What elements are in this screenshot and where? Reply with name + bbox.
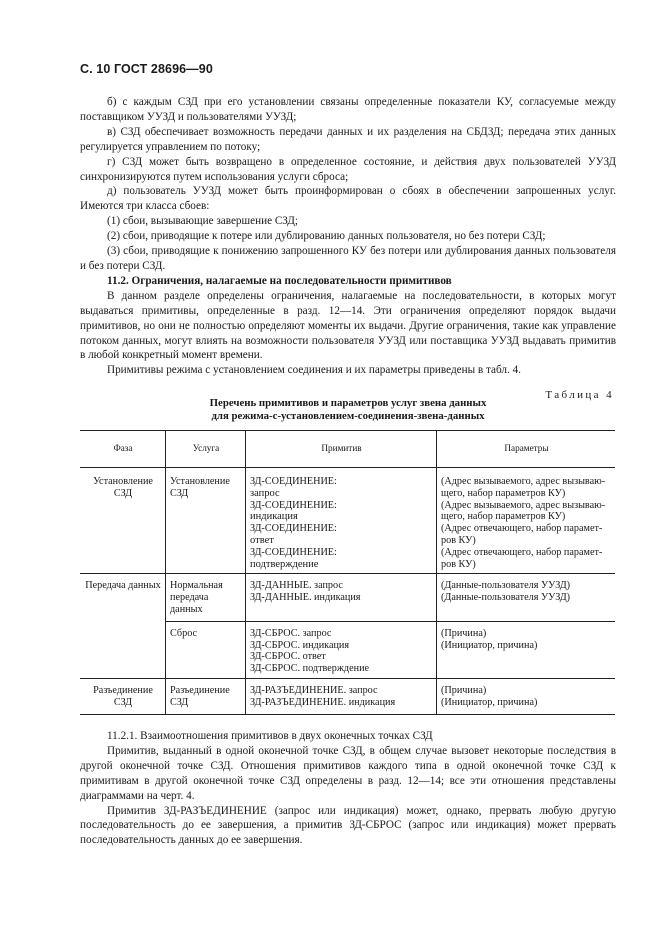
primitive-cell [246,574,437,622]
parameter-line: щего, набор параметров КУ) [441,487,566,499]
body-text-top [80,95,616,378]
table-title [80,397,616,423]
primitive-line: ответ [250,534,274,546]
body-text-bottom [80,729,616,848]
primitive-line: ЗД-СОЕДИНЕНИЕ: [250,476,337,487]
service-cell: Нормальная передача данных [166,574,246,622]
parameter-line: ров КУ) [441,534,476,546]
table-label: Таблица 4 [545,389,614,401]
parameter-line: (Инициатор, причина) [441,696,538,708]
parameter-line: (Адрес вызываемого, адрес вызываю- [441,476,606,487]
table-row [80,679,615,715]
header-phase: Фаза [80,431,166,468]
failure-class-2: (2) сбои, приводящие к потере или дублированию данных пользователя, но без потери СЗД; [107,230,546,243]
table-header-row [80,431,615,468]
section-11-2-heading: 11.2. Ограничения, налагаемые на последовательности примитивов [107,274,452,287]
paragraph-v: в) СЗД обеспечивает возможность передачи данных и их разделения на СБДЗД; передача этих данных регулируется управлением по потоку; [80,125,616,153]
service-cell: Сброс [166,621,246,678]
paragraph-b: б) с каждым СЗД при его установлении связаны определенные показатели КУ, согласуемые между поставщиком УУЗД и пользователями УУЗД; [80,96,616,123]
phase-cell [80,621,166,678]
failure-class-3: (3) сбои, приводящие к понижению запрошенного КУ без потери или дублирования данных пользователя и без потери СЗД. [80,245,616,272]
header-service: Услуга [166,431,246,468]
primitive-line: ЗД-ДАННЫЕ. запрос [250,580,343,592]
section-11-2-paragraph-1: В данном разделе определены ограничения, налагаемые на последовательности, в которых могут выдаваться примитивы, определенные в разд. 12—14. Эти ограничения определяют порядок выдачи примитивов, но они не полностью определяют моменты их выдачи. Другие ограничения, такие как управление потоком данных, могут влиять на возможности пользователя УУЗД или поставщика УУЗД выдавать примитив в любой конкретный момент времени. [80,289,616,362]
primitive-line: подтверждение [250,558,319,570]
page-header: С. 10 ГОСТ 28696—90 [80,62,213,76]
phase-cell: Передача данных [80,574,166,622]
primitive-line: ЗД-СБРОС. ответ [250,651,326,663]
table-title-line-1: Перечень примитивов и параметров услуг звена данных [209,397,487,409]
primitive-cell [246,468,437,574]
parameter-line: (Данные-пользователя УУЗД) [441,580,571,592]
table-row [80,621,615,678]
primitive-line: ЗД-СБРОС. запрос [250,627,332,639]
parameter-line: (Инициатор, причина) [441,639,538,651]
parameter-line: (Адрес вызываемого, адрес вызываю- [441,499,606,511]
header-parameters: Параметры [437,431,616,468]
section-11-2-paragraph-2: Примитивы режима с установлением соединения и их параметры приведены в табл. 4. [107,364,521,377]
parameter-line: (Причина) [441,627,487,639]
parameters-cell [437,468,616,574]
primitive-line: запрос [250,487,280,499]
failure-class-1: (1) сбои, вызывающие завершение СЗД; [107,215,298,228]
table-row [80,468,615,574]
primitives-table [80,430,615,715]
parameters-cell [437,574,616,622]
primitive-line: ЗД-СОЕДИНЕНИЕ: [250,499,337,511]
primitive-line: ЗД-ДАННЫЕ. индикация [250,592,361,604]
phase-cell: Установление СЗД [80,468,166,574]
parameter-line: ров КУ) [441,558,476,570]
section-11-2-1-heading: 11.2.1. Взаимоотношения примитивов в двух оконечных точках СЗД [107,730,433,742]
phase-cell: Разъединение СЗД [80,679,166,715]
primitive-line: ЗД-СБРОС. индикация [250,639,350,651]
parameter-line: щего, набор параметров КУ) [441,511,566,523]
primitive-line: ЗД-РАЗЪЕДИНЕНИЕ. запрос [250,685,378,697]
paragraph-g: г) СЗД может быть возвращено в определенное состояние, и действия двух пользователей УУЗД синхронизируются путем использования услуги сброса; [80,155,616,183]
section-11-2-1-paragraph-1: Примитив, выданный в одной оконечной точке СЗД, в общем случае вызовет некоторые последствия в другой оконечной точке СЗД. Отношения примитивов каждого типа в одной оконечной точке СЗД к примитивам в другой оконечной точке СЗД определены в разд. 12—14; все эти отношения представлены диаграммами на черт. 4. [80,744,616,802]
table-title-line-2: для режима-с-установлением-соединения-звена-данных [211,410,485,422]
parameter-line: (Адрес отвечающего, набор парамет- [441,546,603,558]
section-11-2-1-paragraph-2: Примитив ЗД-РАЗЪЕДИНЕНИЕ (запрос или индикация) может, однако, прервать любую другую последовательность до ее завершения, а примитив ЗД-СБРОС (запрос или индикация) может прервать последовательность данных до ее завершения. [80,804,616,847]
parameter-line: (Адрес отвечающего, набор парамет- [441,523,603,535]
primitive-line: ЗД-СОЕДИНЕНИЕ: [250,523,337,535]
primitive-line: ЗД-СБРОС. подтверждение [250,663,370,675]
primitive-line: ЗД-СОЕДИНЕНИЕ: [250,546,337,558]
primitive-line: ЗД-РАЗЪЕДИНЕНИЕ. индикация [250,696,396,708]
primitive-cell [246,679,437,715]
service-cell: Разъединение СЗД [166,679,246,715]
primitive-cell [246,621,437,678]
paragraph-d: д) пользователь УУЗД может быть проинформирован о сбоях в обеспечении запрошенных услуг. Имеются три класса сбоев: [80,185,616,213]
service-cell: Установление СЗД [166,468,246,574]
header-primitive: Примитив [246,431,437,468]
parameters-cell [437,679,616,715]
parameter-line: (Данные-пользователя УУЗД) [441,592,571,604]
parameter-line: (Причина) [441,685,487,697]
primitive-line: индикация [250,511,298,523]
parameters-cell [437,621,616,678]
table-row [80,574,615,622]
